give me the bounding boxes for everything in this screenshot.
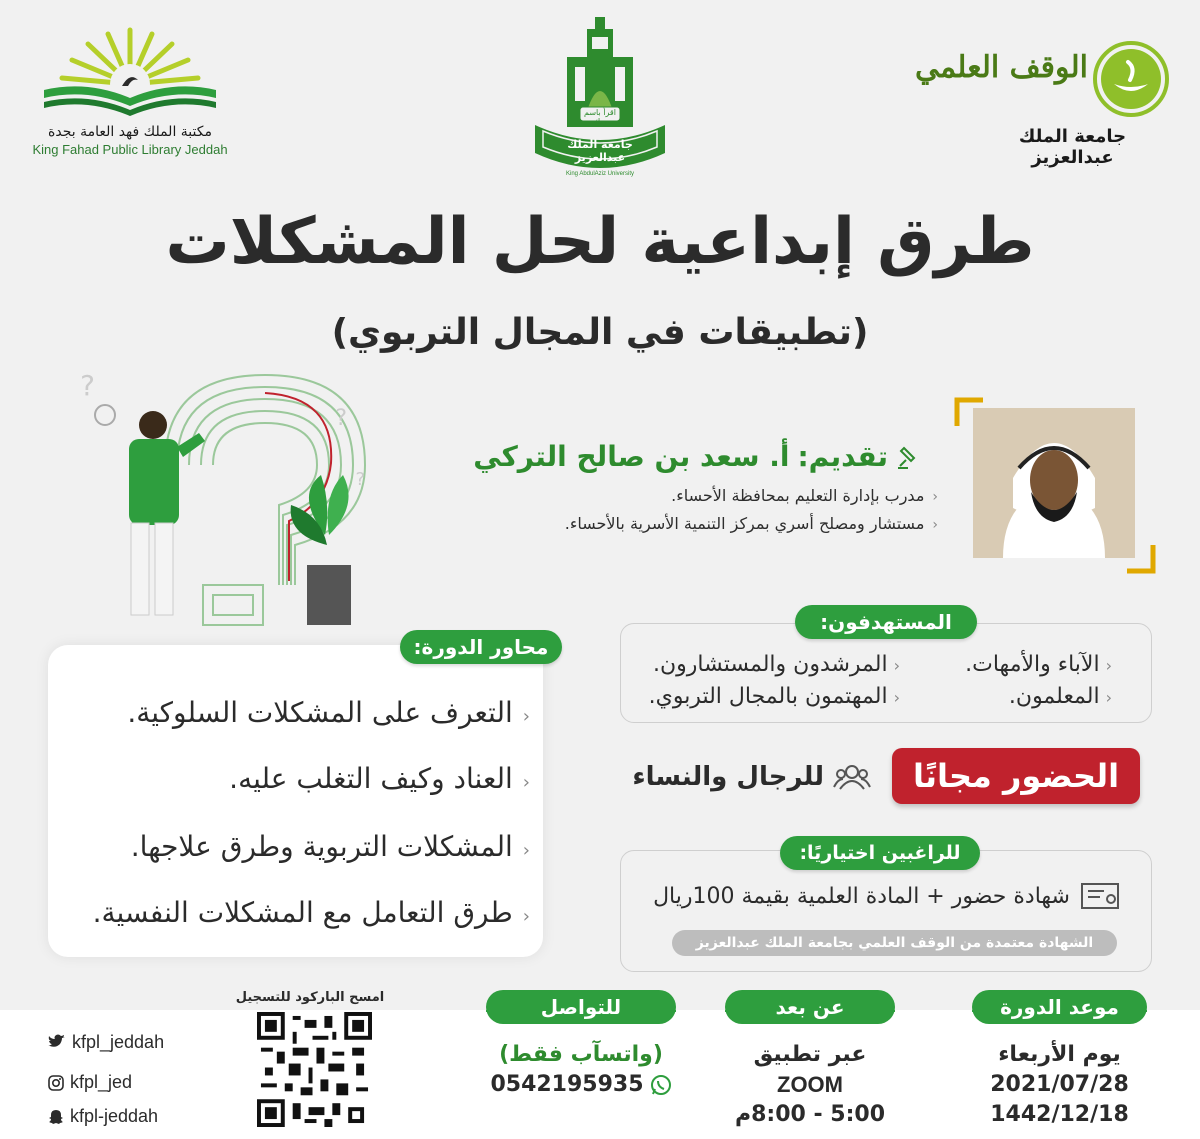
social-snapchat[interactable] (48, 1106, 158, 1127)
snapchat-icon (48, 1109, 64, 1125)
chevron-left-icon: ‹ (522, 906, 530, 927)
course-axes-label: محاور الدورة: (400, 630, 562, 664)
chevron-left-icon: ‹ (522, 840, 530, 861)
svg-text:?: ? (335, 406, 347, 431)
page-subtitle: (تطبيقات في المجال التربوي) (331, 312, 869, 353)
contact-note: (واتسآب فقط) (499, 1042, 663, 1067)
contact-phone-line (476, 1070, 686, 1100)
chevron-left-icon: ‹ (522, 706, 530, 727)
svg-text:?: ? (355, 469, 365, 490)
presenter-bio-item: ‹مستشار ومصلح أسري بمركز التنمية الأسرية بالأحساء. (564, 514, 938, 533)
chevron-left-icon: ‹ (1105, 688, 1112, 707)
axis-item: ‹العناد وكيف التغلب عليه. (229, 762, 530, 795)
contact-details (476, 1040, 686, 1100)
instagram-handle: kfpl_jed (70, 1072, 133, 1092)
university-logo (525, 15, 675, 185)
presenter-heading (473, 440, 922, 473)
schedule-date-hijri: 1442/12/18 (990, 1102, 1129, 1127)
people-icon (834, 763, 870, 791)
schedule-details (962, 1040, 1157, 1130)
audience-line (632, 762, 870, 792)
chevron-left-icon: ‹ (1105, 656, 1112, 675)
twitter-icon (48, 1035, 66, 1051)
certificate-text: شهادة حضور + المادة العلمية بقيمة 100ريال (653, 883, 1070, 909)
scan-qr-label: امسح الباركود للتسجيل (235, 990, 385, 1005)
university-motto: اقرأ باسم ربك (584, 108, 616, 126)
presenter-prefix: تقديم: (797, 440, 888, 473)
axis-item: ‹طرق التعامل مع المشكلات النفسية. (92, 896, 530, 929)
library-book-sun-icon (30, 22, 230, 122)
optional-label: للراغبين اختياريًا: (780, 836, 980, 870)
certificate-icon (1080, 882, 1120, 910)
presenter-portrait (973, 408, 1135, 558)
audience-text: للرجال والنساء (632, 762, 824, 792)
twitter-handle: kfpl_jeddah (72, 1032, 165, 1052)
chevron-left-icon: ‹ (932, 517, 938, 533)
axis-item: ‹المشكلات التربوية وطرق علاجها. (130, 830, 530, 863)
social-twitter[interactable] (48, 1032, 164, 1053)
target-item: ‹الآباء والأمهات. (965, 652, 1112, 677)
registration-qr-code[interactable] (257, 1012, 372, 1127)
axis-item: ‹التعرف على المشكلات السلوكية. (127, 696, 530, 729)
schedule-date-gregorian: 2021/07/28 (990, 1072, 1129, 1097)
presenter-bio-item: ‹مدرب بإدارة التعليم بمحافظة الأحساء. (671, 486, 938, 505)
remote-label: عن بعد (725, 990, 895, 1024)
whatsapp-icon (650, 1074, 672, 1096)
library-logo (30, 22, 230, 162)
university-name-ar: جامعة الملك عبدالعزيز (567, 138, 633, 164)
remote-via: عبر تطبيق (753, 1042, 867, 1067)
snapchat-handle: kfpl-jeddah (70, 1106, 159, 1126)
certificate-line (653, 882, 1120, 910)
target-item: ‹المرشدون والمستشارون. (653, 652, 900, 677)
chevron-left-icon: ‹ (893, 688, 900, 707)
social-instagram[interactable] (48, 1072, 132, 1093)
page-title: طرق إبداعية لحل المشكلات (165, 205, 1035, 279)
schedule-label: موعد الدورة (972, 990, 1147, 1024)
target-item: ‹المهتمون بالمجال التربوي. (648, 684, 900, 709)
contact-label: للتواصل (486, 990, 676, 1024)
remote-time: 5:00 - 8:00م (734, 1102, 886, 1127)
waqf-university-name: جامعة الملك عبدالعزيز (1018, 126, 1127, 168)
presenter-photo (955, 398, 1155, 573)
waqf-emblem-icon (1092, 40, 1170, 118)
svg-text:?: ? (80, 369, 95, 402)
target-item: ‹المعلمون. (1008, 684, 1112, 709)
schedule-day: يوم الأربعاء (998, 1042, 1121, 1067)
free-attendance-badge: الحضور مجانًا (892, 748, 1140, 804)
university-name-en: King AbdulAziz University (565, 171, 635, 177)
microphone-icon (896, 444, 922, 470)
contact-phone[interactable]: 0542195935 (490, 1072, 644, 1097)
certificate-note: الشهادة معتمدة من الوقف العلمي بجامعة الملك عبدالعزيز (672, 930, 1117, 956)
chevron-left-icon: ‹ (893, 656, 900, 675)
chevron-left-icon: ‹ (522, 772, 530, 793)
remote-app: ZOOM (777, 1072, 843, 1097)
targets-label: المستهدفون: (795, 605, 977, 639)
waqf-logo (914, 40, 1170, 168)
instagram-icon (48, 1075, 64, 1091)
presenter-name: أ. سعد بن صالح التركي (473, 440, 790, 473)
library-name-ar: مكتبة الملك فهد العامة بجدة (48, 124, 212, 140)
library-name-en: King Fahad Public Library Jeddah (32, 142, 228, 157)
presenter-portrait-image (973, 408, 1135, 558)
waqf-name: الوقف العلمي (914, 50, 1088, 85)
maze-question-illustration (80, 355, 385, 635)
remote-details (715, 1040, 905, 1130)
chevron-left-icon: ‹ (932, 489, 938, 505)
